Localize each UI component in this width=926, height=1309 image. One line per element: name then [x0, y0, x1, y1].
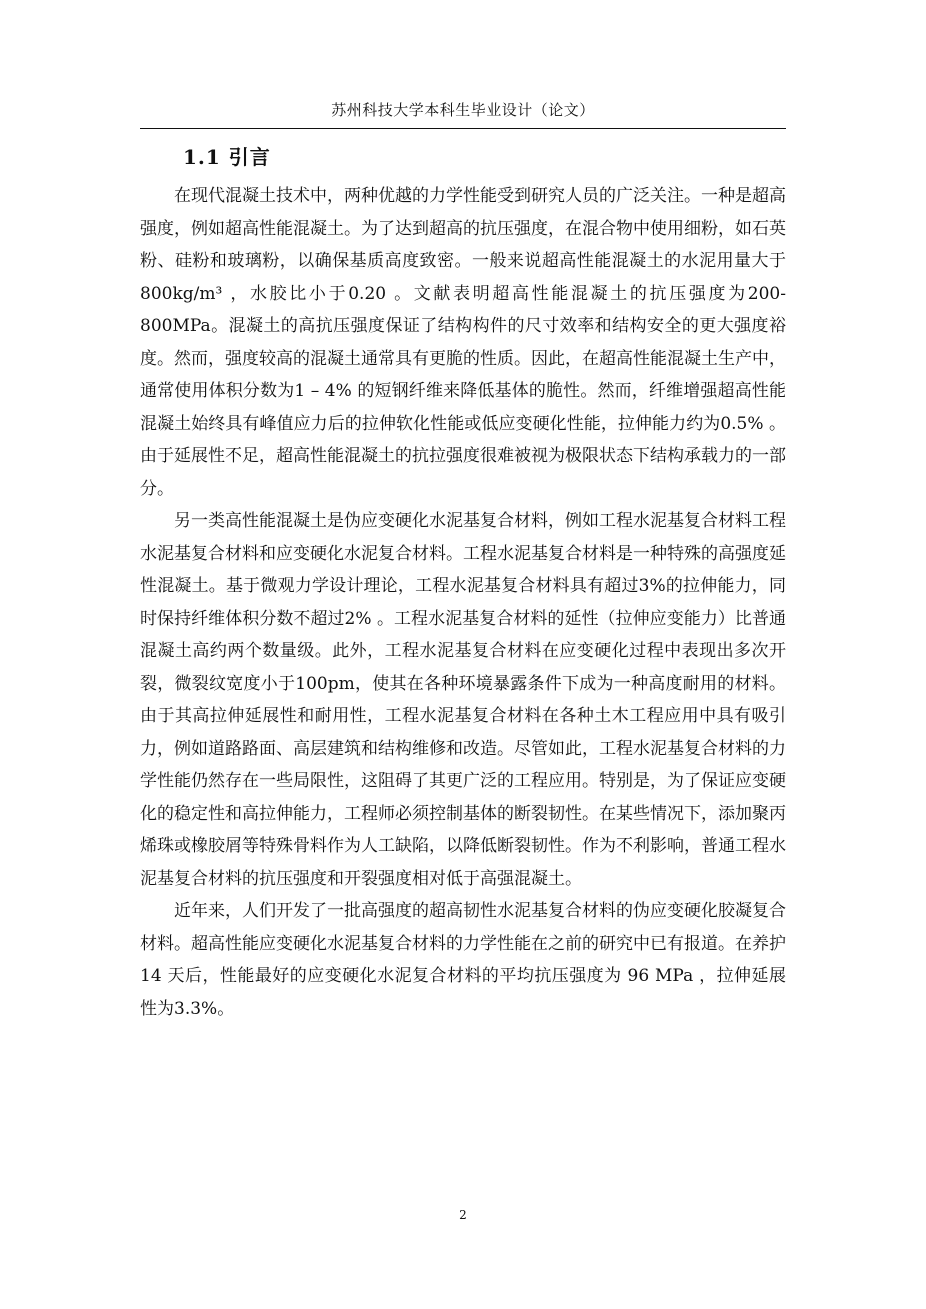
page-number: 2	[459, 1208, 467, 1222]
page-header: 苏州科技大学本科生毕业设计（论文）	[331, 101, 595, 119]
header-rule	[140, 128, 786, 129]
body-text	[140, 180, 786, 1025]
section-heading: 1.1 引言	[183, 145, 271, 169]
paragraph-2: 另一类高性能混凝土是伪应变硬化水泥基复合材料，例如工程水泥基复合材料工程水泥基复合材料和应变硬化水泥复合材料。工程水泥基复合材料是一种特殊的高强度延性混凝土。基于微观力学设计理论，工程水泥基复合材料具有超过3%的拉伸能力，同时保持纤维体积分数不超过2% 。工程水泥基复合材料的延性（拉伸应变能力）比普通混凝土高约两个数量级。此外，工程水泥基复合材料在应变硬化过程中表现出多次开裂，微裂纹宽度小于100pm，使其在各种环境暴露条件下成为一种高度耐用的材料。由于其高拉伸延展性和耐用性，工程水泥基复合材料在各种土木工程应用中具有吸引力，例如道路路面、高层建筑和结构维修和改造。尽管如此，工程水泥基复合材料的力学性能仍然存在一些局限性，这阻碍了其更广泛的工程应用。特别是，为了保证应变硬化的稳定性和高拉伸能力，工程师必须控制基体的断裂韧性。在某些情况下，添加聚丙烯珠或橡胶屑等特殊骨料作为人工缺陷，以降低断裂韧性。作为不利影响，普通工程水泥基复合材料的抗压强度和开裂强度相对低于高强混凝土。	[140, 511, 786, 889]
paragraph-3: 近年来，人们开发了一批高强度的超高韧性水泥基复合材料的伪应变硬化胶凝复合材料。超高性能应变硬化水泥基复合材料的力学性能在之前的研究中已有报道。在养护 14 天后，性能最好的应变硬化水泥复合材料的平均抗压强度为 96 MPa ，拉伸延展性为3.3%。	[140, 901, 786, 1019]
paragraph-1: 在现代混凝土技术中，两种优越的力学性能受到研究人员的广泛关注。一种是超高强度，例如超高性能混凝土。为了达到超高的抗压强度，在混合物中使用细粉，如石英粉、硅粉和玻璃粉，以确保基质高度致密。一般来说超高性能混凝土的水泥用量大于800kg/m³ ，水胶比小于0.20 。文献表明超高性能混凝土的抗压强度为200-800MPa。混凝土的高抗压强度保证了结构构件的尺寸效率和结构安全的更大强度裕度。然而，强度较高的混凝土通常具有更脆的性质。因此，在超高性能混凝土生产中，通常使用体积分数为1 – 4% 的短钢纤维来降低基体的脆性。然而，纤维增强超高性能混凝土始终具有峰值应力后的拉伸软化性能或低应变硬化性能，拉伸能力约为0.5% 。由于延展性不足，超高性能混凝土的抗拉强度很难被视为极限状态下结构承载力的一部分。	[140, 186, 786, 499]
